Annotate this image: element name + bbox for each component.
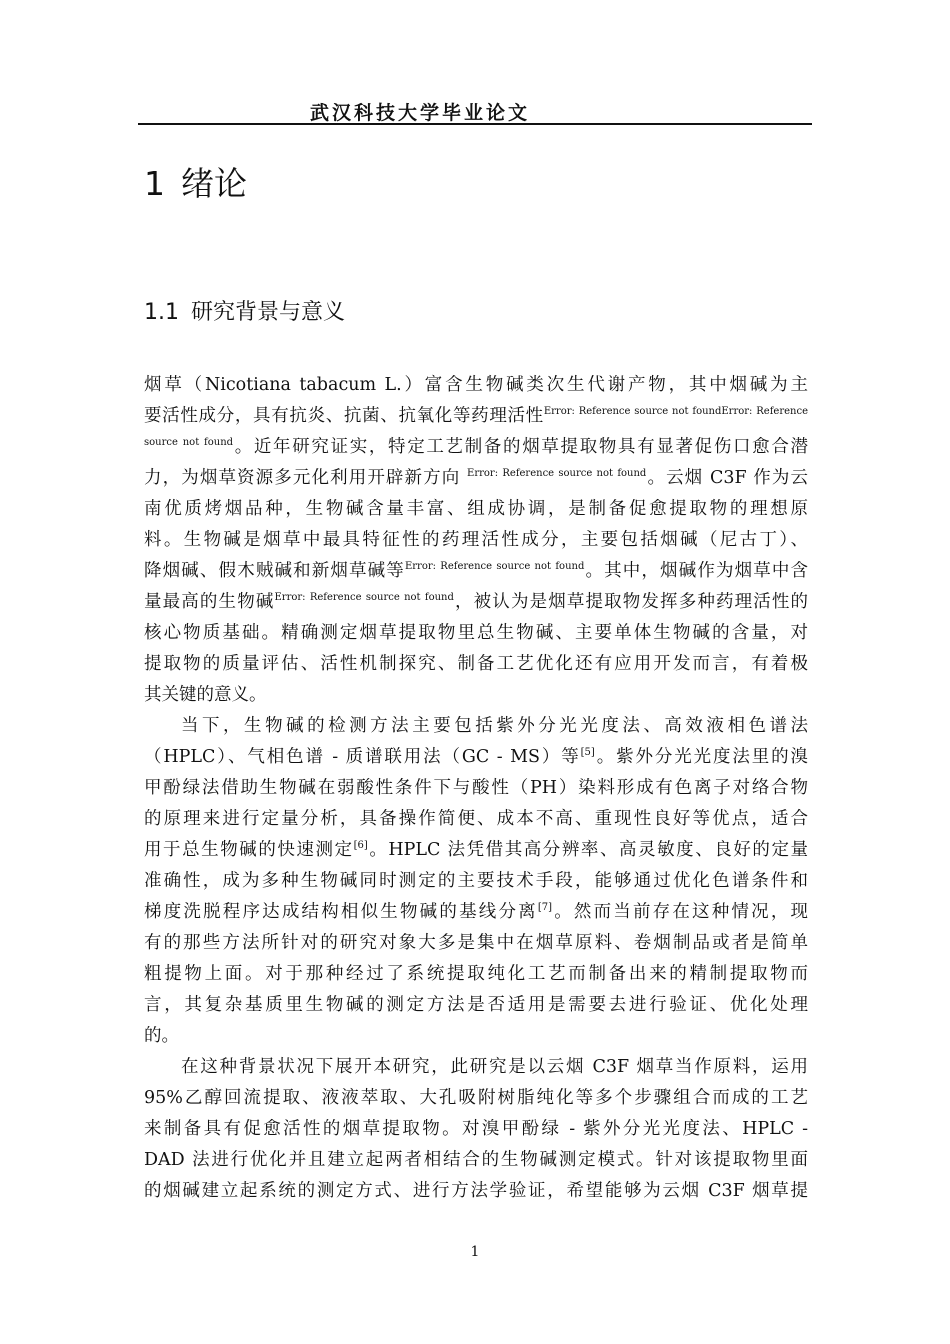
text-line — [144, 463, 808, 494]
text-segment: （HPLC）、气相色谱 - 质谱联用法（GC - MS）等 — [144, 747, 581, 767]
citation-reference: Error: Reference source not found — [274, 592, 454, 603]
text-line — [144, 1114, 808, 1145]
text-line — [144, 556, 808, 587]
text-line — [144, 1176, 808, 1207]
text-segment: 南优质烤烟品种，生物碱含量丰富、组成协调，是制备促愈提取物的理想原 — [144, 499, 808, 519]
text-segment: 。HPLC 法凭借其高分辨率、高灵敏度、良好的定量 — [367, 840, 809, 860]
text-segment: 在这种背景状况下展开本研究，此研究是以云烟 C3F 烟草当作原料，运用 — [181, 1057, 808, 1077]
text-segment: 梯度洗脱程序达成结构相似生物碱的基线分离 — [144, 902, 538, 922]
text-segment: 烟草（Nicotiana tabacum L.）富含生物碱类次生代谢产物，其中烟碱为主 — [144, 375, 808, 395]
text-line — [144, 866, 808, 897]
text-line — [144, 370, 808, 401]
text-segment: 的原理来进行定量分析，具备操作简便、成本不高、重现性良好等优点，适合 — [144, 809, 808, 829]
citation-reference: Error: Reference source not foundError: Reference — [543, 406, 808, 417]
citation-reference: [5] — [580, 747, 595, 758]
text-line — [144, 649, 808, 680]
text-segment: 用于总生物碱的快速测定 — [144, 840, 354, 860]
section-title: 研究背景与意义 — [191, 300, 346, 325]
text-segment: 当下，生物碱的检测方法主要包括紫外分光光度法、高效液相色谱法 — [181, 716, 808, 736]
text-line — [144, 1021, 808, 1052]
citation-reference: Error: Reference source not found — [404, 561, 585, 572]
header-title: 武汉科技大学毕业论文 — [309, 102, 530, 124]
text-line — [144, 1145, 808, 1176]
text-line — [144, 401, 808, 432]
text-segment: 。紫外分光光度法里的溴 — [594, 747, 808, 767]
text-segment: 甲酚绿法借助生物碱在弱酸性条件下与酸性（PH）染料形成有色离子对络合物 — [144, 778, 808, 798]
chapter-heading — [144, 158, 247, 205]
text-line — [144, 773, 808, 804]
text-segment: 其关键的意义。 — [144, 685, 267, 705]
text-line — [144, 990, 808, 1021]
text-segment: 的烟碱建立起系统的测定方式、进行方法学验证，希望能够为云烟 C3F 烟草提 — [144, 1181, 808, 1201]
text-segment: 降烟碱、假木贼碱和新烟草碱等 — [144, 561, 405, 581]
text-segment: 。云烟 C3F 作为云 — [646, 468, 809, 488]
text-segment: 。然而当前存在这种情况，现 — [552, 902, 809, 922]
text-segment: 料。生物碱是烟草中最具特征性的药理活性成分，主要包括烟碱（尼古丁）、 — [144, 530, 808, 550]
text-segment: 粗提物上面。对于那种经过了系统提取纯化工艺而制备出来的精制提取物而 — [144, 964, 808, 984]
text-segment: 有的那些方法所针对的研究对象大多是集中在烟草原料、卷烟制品或者是简单 — [144, 933, 808, 953]
text-line — [144, 959, 808, 990]
section-heading — [144, 295, 345, 326]
body-text — [144, 370, 808, 1207]
text-line — [144, 928, 808, 959]
text-line — [144, 742, 808, 773]
text-line — [144, 804, 808, 835]
citation-reference: [7] — [537, 902, 553, 913]
text-line — [144, 1083, 808, 1114]
running-header — [138, 98, 812, 125]
citation-reference: [6] — [353, 840, 368, 851]
text-segment: 量最高的生物碱 — [144, 592, 275, 612]
text-line — [144, 897, 808, 928]
page-number: 1 — [470, 1244, 480, 1260]
section-number: 1.1 — [144, 300, 179, 325]
chapter-title: 绪论 — [181, 164, 247, 203]
text-segment: 提取物的质量评估、活性机制探究、制备工艺优化还有应用开发而言，有着极 — [144, 654, 808, 674]
text-line — [144, 494, 808, 525]
text-segment: DAD 法进行优化并且建立起两者相结合的生物碱测定模式。针对该提取物里面 — [144, 1150, 808, 1170]
text-line — [144, 680, 808, 711]
citation-reference: Error: Reference source not found — [467, 468, 647, 479]
text-segment: 的。 — [144, 1026, 179, 1046]
text-segment: 要活性成分，具有抗炎、抗菌、抗氧化等药理活性 — [144, 406, 544, 426]
text-line — [144, 587, 808, 618]
text-segment: 。近年研究证实，特定工艺制备的烟草提取物具有显著促伤口愈合潜 — [233, 437, 808, 457]
text-line — [144, 432, 808, 463]
text-segment: 核心物质基础。精确测定烟草提取物里总生物碱、主要单体生物碱的含量，对 — [144, 623, 808, 643]
header-rule — [138, 123, 812, 125]
text-segment: 来制备具有促愈活性的烟草提取物。对溴甲酚绿 - 紫外分光光度法、HPLC - — [144, 1119, 808, 1139]
text-segment: 。其中，烟碱作为烟草中含 — [584, 561, 809, 581]
text-line — [144, 835, 808, 866]
text-line — [144, 618, 808, 649]
chapter-number: 1 — [144, 164, 165, 203]
text-segment: 95%乙醇回流提取、液液萃取、大孔吸附树脂纯化等多个步骤组合而成的工艺 — [144, 1088, 808, 1108]
text-line — [144, 711, 808, 742]
text-segment: 言，其复杂基质里生物碱的测定方法是否适用是需要去进行验证、优化处理 — [144, 995, 808, 1015]
citation-reference: source not found — [144, 437, 234, 448]
text-segment: 准确性，成为多种生物碱同时测定的主要技术手段，能够通过优化色谱条件和 — [144, 871, 808, 891]
text-line — [144, 525, 808, 556]
text-line — [144, 1052, 808, 1083]
text-segment: ，被认为是烟草提取物发挥多种药理活性的 — [453, 592, 809, 612]
text-segment: 力，为烟草资源多元化利用开辟新方向 — [144, 468, 468, 488]
